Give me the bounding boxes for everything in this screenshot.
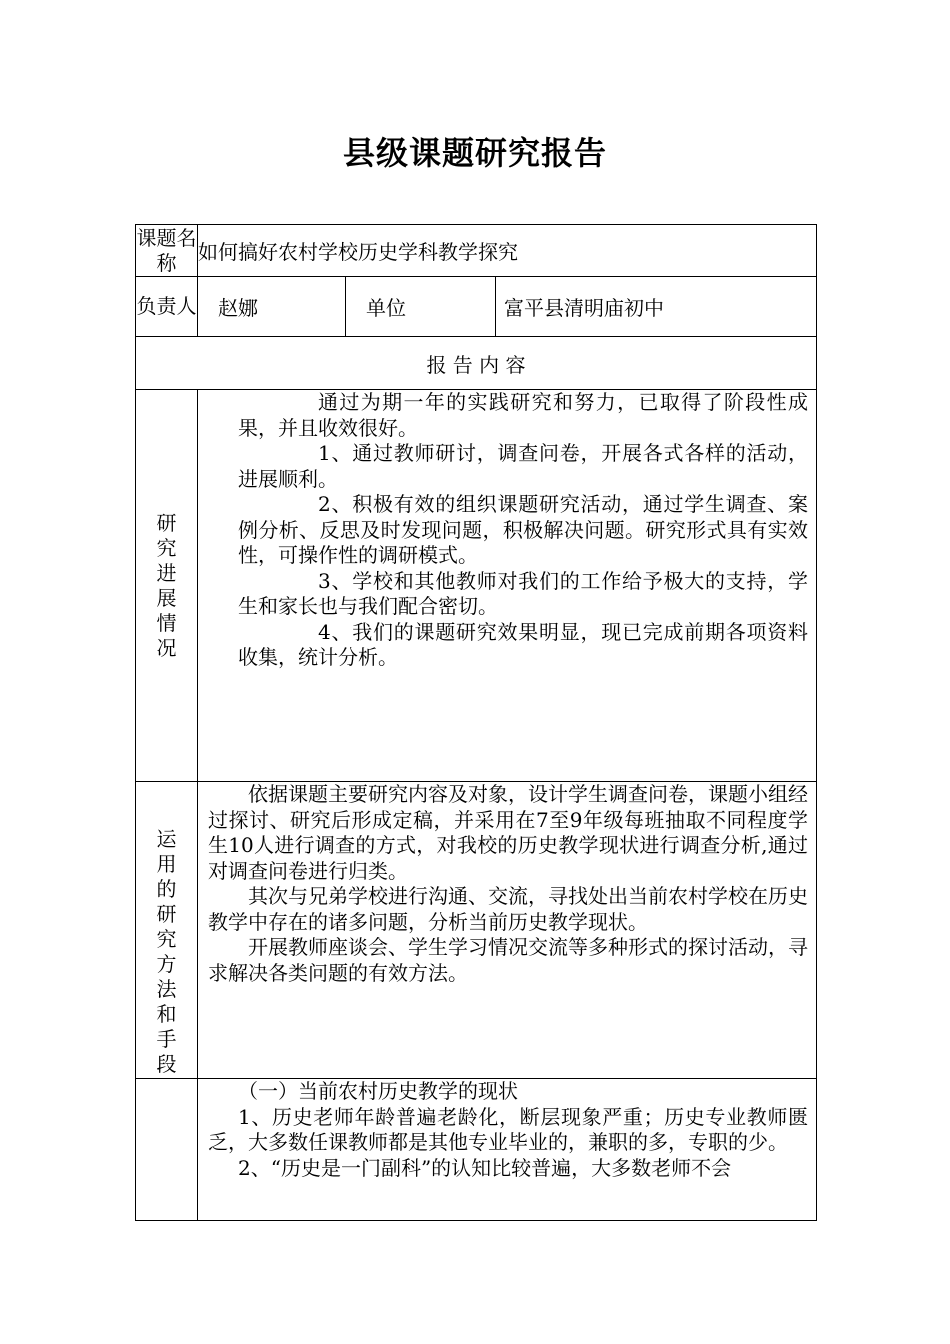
- status-content-cell: [198, 1079, 817, 1221]
- progress-label-char: 展: [156, 585, 177, 610]
- topic-value-cell: [198, 225, 817, 277]
- progress-paragraph: 3、学校和其他教师对我们的工作给予极大的支持，学生和家长也与我们配合密切。: [238, 568, 808, 618]
- methods-paragraph: 开展教师座谈会、学生学习情况交流等多种形式的探讨活动，寻求解决各类问题的有效方法。: [208, 935, 808, 985]
- methods-label-char: 用: [156, 852, 177, 876]
- progress-label-char: 进: [156, 560, 177, 585]
- methods-label-char: 手: [156, 1027, 177, 1051]
- report-table: [135, 224, 817, 1221]
- methods-label-char: 和: [156, 1002, 177, 1026]
- status-label-cell: [136, 1079, 198, 1221]
- progress-label-char: 情: [156, 610, 177, 635]
- progress-paragraph: 2、积极有效的组织课题研究活动，通过学生调查、案例分析、反思及时发现问题，积极解决问题。研究形式具有实效性，可操作性的调研模式。: [238, 492, 808, 567]
- methods-label-char: 研: [156, 902, 177, 926]
- methods-label-char: 段: [156, 1052, 177, 1076]
- unit-value: 富平县清明庙初中: [504, 296, 664, 320]
- progress-row: [136, 390, 817, 782]
- methods-label-char: 的: [156, 877, 177, 901]
- unit-value-cell: [496, 277, 817, 337]
- progress-paragraph: 1、通过教师研讨，调查问卷，开展各式各样的活动，进展顺利。: [238, 441, 808, 491]
- section-header: 报 告 内 容: [426, 352, 526, 377]
- status-paragraph: 1、历史老师年龄普遍老龄化，断层现象严重；历史专业教师匮乏，大多数任课教师都是其他专业毕业的，兼职的多，专职的少。: [208, 1104, 808, 1154]
- topic-value: 如何搞好农村学校历史学科教学探究: [198, 240, 518, 264]
- methods-label-char: 法: [156, 977, 177, 1001]
- section-header-row: [136, 337, 817, 390]
- topic-label: 课题名称: [136, 225, 197, 275]
- progress-paragraph: 4、我们的课题研究效果明显，现已完成前期各项资料收集，统计分析。: [238, 619, 808, 669]
- document-title: 县级课题研究报告: [342, 134, 607, 172]
- leader-label: 负责人: [136, 294, 197, 318]
- leader-label-cell: [136, 277, 198, 337]
- methods-content-cell: [198, 782, 817, 1079]
- section-header-cell: [136, 337, 817, 390]
- leader-value-cell: [198, 277, 346, 337]
- topic-row: [136, 225, 817, 277]
- progress-paragraph: 通过为期一年的实践研究和努力，已取得了阶段性成果，并且收效很好。: [238, 390, 808, 440]
- methods-label-cell: [136, 782, 198, 1079]
- methods-paragraph: 依据课题主要研究内容及对象，设计学生调查问卷，课题小组经过探讨、研究后形成定稿，并采用在7至9年级每班抽取不同程度学生10人进行调查的方式，对我校的历史教学现状进行调查分析,通过对调查问卷进行归类。: [208, 782, 808, 883]
- progress-label-char: 究: [156, 535, 177, 560]
- methods-label-char: 究: [156, 927, 177, 951]
- progress-content-cell: [198, 390, 817, 782]
- status-paragraph: （一）当前农村历史教学的现状: [238, 1079, 518, 1103]
- progress-label-char: 况: [156, 635, 177, 660]
- unit-label: 单位: [366, 296, 406, 320]
- methods-label-char: 运: [156, 827, 177, 851]
- methods-label-char: 方: [156, 952, 177, 976]
- leader-row: [136, 277, 817, 337]
- leader-value: 赵娜: [218, 296, 258, 320]
- methods-row: [136, 782, 817, 1079]
- progress-label-char: 研: [156, 510, 177, 535]
- topic-label-cell: [136, 225, 198, 277]
- status-paragraph: 2、“历史是一门副科”的认知比较普遍，大多数老师不会: [238, 1155, 732, 1180]
- progress-label-cell: [136, 390, 198, 782]
- methods-paragraph: 其次与兄弟学校进行沟通、交流，寻找处出当前农村学校在历史教学中存在的诸多问题，分析当前历史教学现状。: [208, 884, 808, 934]
- status-row: [136, 1079, 817, 1221]
- unit-label-cell: [346, 277, 496, 337]
